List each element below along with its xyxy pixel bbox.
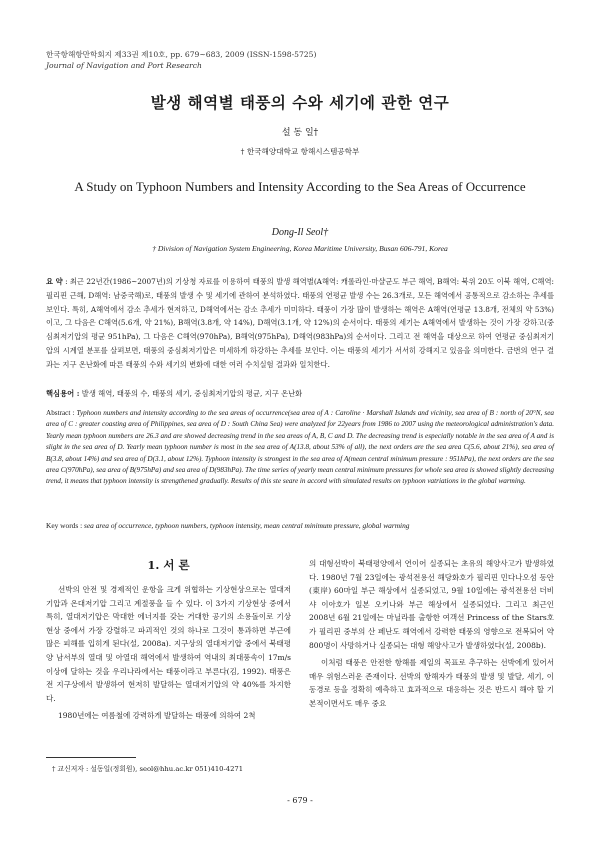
abstract-ko-label: 요 약 bbox=[46, 277, 63, 286]
keywords-en-text: sea area of occurrence, typhoon numbers, typhoon intensity, mean central minimum pressure, global warming bbox=[84, 521, 410, 530]
abstract-en-text: Typhoon numbers and intensity according to the sea areas of occurrence(sea area of A : Caroline · Marshall Islands and vicinity, sea area of B : north of 20°N, sea area of C : greater coasting area of Philippines, sea area of D : South China Sea) were analyzed for 22years from 1986 to 2007 using the meteorological administration's data. Yearly mean typhoon numbers are 26.3 and are showed decreasing trend in the sea areas of A, B, C and D. The decreasing trend is especially notable in the sea area of A and is slight in the sea area of D. Yearly mean typhoon number is most in the sea area of A(13.8, about 53% of all), the next orders are the sea area C(5.6, about 21%), sea area of B(3.8, about 14%) and sea area of D(3.1, about 12%). Typhoon intensity is strongest in the sea area of A(mean central minimum pressure : 951hPa), the next orders are the sea area C(970hPa), sea area of B(975hPa) and sea area of D(983hPa). The time series of yearly mean central minimum pressures for whole sea area is showed slightly decreasing trend, it means that typhoon intensity is strengthened gradually. Results of this ste seare in accord with simulated results on typhoon vatriations in the global warming. bbox=[46, 409, 554, 486]
abstract-ko-text: : 최근 22년간(1986~2007년)의 기상청 자료를 이용하여 태풍의 발생 해역별(A해역: 캐롤라인·마샬군도 부근 해역, B해역: 북위 20도 이북 해역, C해역: 필리핀 근해, D해역: 남중국해)로, 태풍의 발생 수 및 세기에 관하여 분석하였다. 태풍의 연평균 발생 수는 26.3개로, 모든 해역에서 공통적으로 감소하는 추세를 보인다. 특히, A해역에서 감소 추세가 현저하고, D해역에서는 감소 추세가 미미하다. 태풍이 가장 많이 발생하는 해역은 A해역(연평균 13.8개, 전체의 약 53%)이고, 그 다음은 C해역(5.6개, 약 21%), B해역(3.8개, 약 14%), D해역(3.1개, 약 12%)의 순서이다. 태풍의 세기는 A해역에서 발생하는 것이 가장 강하고(중심최저기압의 평균 951hPa), 그 다음은 C해역(970hPa), B해역(975hPa), D해역(983hPa)의 순서이다. 그리고 전 해역을 대상으로 하여 연평균 중심최저기압의 시계열 분포를 살펴보면, 태풍의 중심최저기압은 미세하게 하강하는 추세를 보인다. 이는 태풍의 세기가 서서히 강해지고 있음을 의미한다. 금번의 연구 결과는 지구 온난화에 따른 태풍의 수와 세기의 변화에 대한 여러 수치실험 결과와 일치한다. bbox=[46, 277, 554, 369]
abstract-en-label: Abstract : bbox=[46, 409, 75, 417]
body-paragraph: 이처럼 태풍은 안전한 항해를 제일의 목표로 추구하는 선박에게 있어서 매우 위험스러운 존재이다. 선박의 항해자가 태풍의 발생 및 발달, 세기, 이동경로 등을 정확히 예측하고 효과적으로 대응하는 것은 반드시 해야 할 기본적이면서도 매우 중요 bbox=[309, 658, 554, 708]
keywords-en bbox=[46, 520, 554, 532]
keywords-ko-text: 발생 해역, 태풍의 수, 태풍의 세기, 중심최저기압의 평균, 지구 온난화 bbox=[81, 389, 303, 398]
abstract-en bbox=[46, 408, 554, 488]
body-column-right bbox=[309, 557, 554, 711]
keywords-en-label: Key words : bbox=[46, 521, 83, 530]
keywords-ko bbox=[46, 388, 554, 400]
footnote: † 교신저자 : 설동일(정회원), seol@hhu.ac.kr 051)410-4271 bbox=[52, 765, 244, 773]
body-column-left bbox=[46, 557, 291, 723]
affiliation-en: † Division of Navigation System Engineering, Korea Maritime University, Busan 606-791, Korea bbox=[152, 244, 448, 253]
footnote-divider bbox=[46, 757, 136, 758]
body-paragraph: 선박의 안전 및 경제적인 운항을 크게 위협하는 기상현상으로는 열대저기압과 온대저기압 그리고 계절풍을 들 수 있다. 이 3가지 기상현상 중에서 특히, 열대저기압은 막대한 에너지를 갖는 거대한 공기의 소용돌이로 기상현상 중에서 가장 강렬하고 파괴적인 것의 하나로 그것이 통과하면 부근에 많은 피해를 입히게 된다(설, 2008a). 지구상의 열대저기압 중에서 북태평양 남서부의 열대 및 아열대 해역에서 발생하여 역내의 최대풍속이 17m/s 이상에 달하는 것을 우리나라에서는 태풍이라고 부른다(김, 1992). 태풍은 전 지구상에서 발생하여 현저히 발달하는 열대저기압의 약 40%를 차지한다. bbox=[46, 585, 291, 703]
journal-name-ko: 한국항해항만학회지 제33권 제10호, pp. 679~683, 2009 (ISSN-1598-5725) bbox=[46, 50, 317, 59]
body-paragraph: 1980년에는 여름철에 강력하게 발달하는 태풍에 의하여 2척 bbox=[58, 711, 256, 721]
journal-name-en: Journal of Navigation and Port Research bbox=[46, 61, 202, 70]
keywords-ko-label: 핵심용어 : bbox=[46, 389, 80, 398]
paper-title-en: A Study on Typhoon Numbers and Intensity According to the Sea Areas of Occurrence bbox=[74, 179, 526, 194]
page-number: - 679 - bbox=[287, 796, 313, 805]
paper-title-ko: 발생 해역별 태풍의 수와 세기에 관한 연구 bbox=[150, 93, 450, 112]
section-title: 1. 서 론 bbox=[147, 558, 190, 572]
body-paragraph: 의 대형선박이 북태평양에서 연이어 실종되는 초유의 해양사고가 발생하였다. 1980년 7월 23일에는 광석전용선 해당화호가 필리핀 민다나오섬 동안(東岸) 60마일 부근 해상에서 실종되었고, 9월 10일에는 광석전용선 더비샤 이아호가 일본 오키나와 부근 해상에서 실종되었다. 그리고 최근인 2008년 6월 21일에는 마닐라를 출항한 여객선 Princess of the Stars호가 필리핀 중부의 산 페난도 해역에서 강력한 태풍의 영향으로 전복되어 약 800명이 사망하거나 실종되는 대형 해양사고가 발생하였다(설, 2008b). bbox=[309, 559, 554, 650]
author-ko: 설 동 일† bbox=[281, 128, 319, 138]
journal-header bbox=[46, 49, 316, 71]
abstract-ko bbox=[46, 275, 554, 372]
author-en: Dong-Il Seol† bbox=[271, 227, 329, 238]
affiliation-ko: † 한국해양대학교 항해시스템공학부 bbox=[240, 147, 360, 156]
